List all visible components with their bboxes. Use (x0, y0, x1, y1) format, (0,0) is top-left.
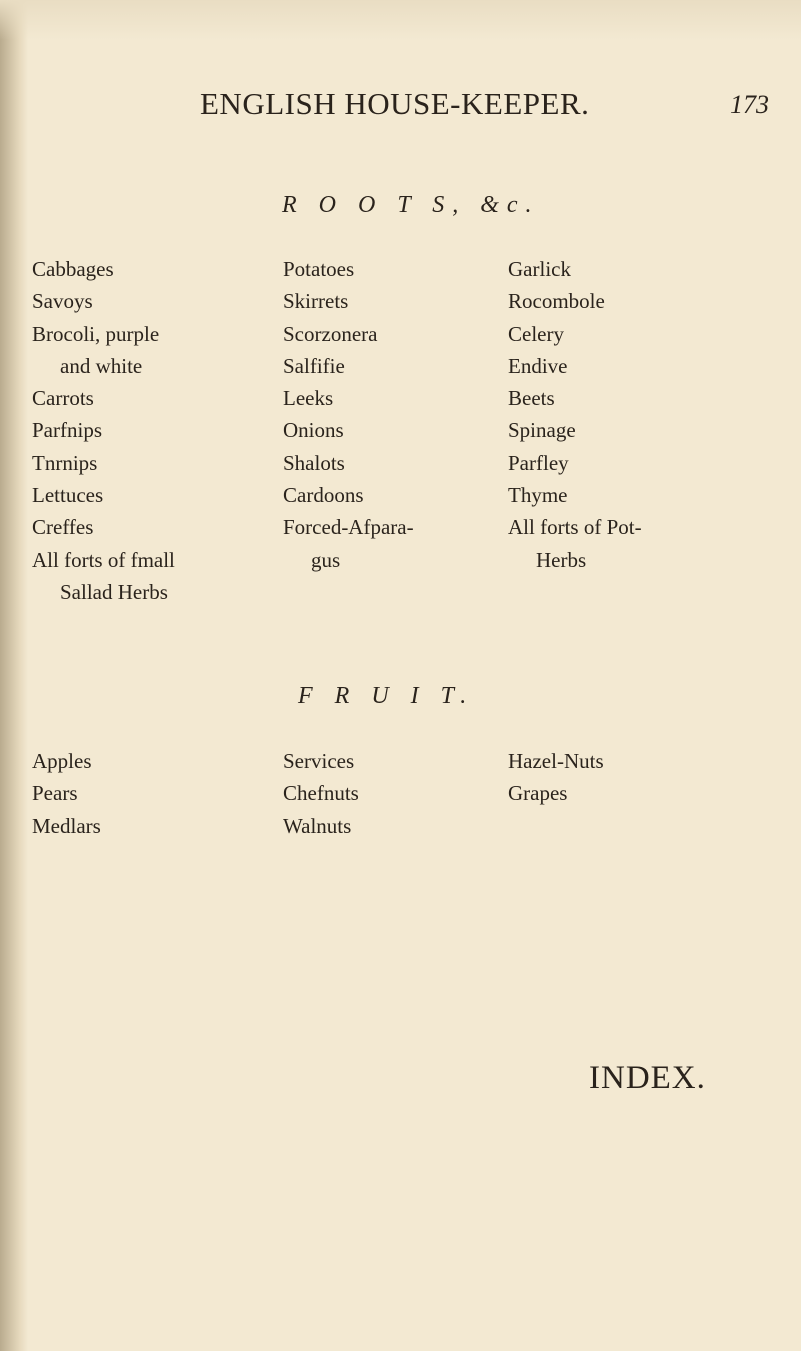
list-item: Pears (32, 781, 78, 806)
list-item: Forced-Afpara- (283, 515, 414, 540)
list-item: Hazel-Nuts (508, 749, 604, 773)
list-item: Medlars (32, 813, 101, 838)
running-head: ENGLISH HOUSE-KEEPER. (200, 86, 590, 121)
list-item: Sallad Herbs (60, 579, 168, 604)
list-item: Walnuts (283, 813, 352, 838)
list-item: All forts of fmall (32, 547, 175, 572)
list-item: Garlick (508, 257, 571, 281)
list-item: Skirrets (283, 289, 349, 314)
list-item: All forts of Pot- (508, 515, 642, 540)
roots-column-3 (508, 253, 642, 576)
list-item: gus (311, 547, 341, 572)
catchword: INDEX. (589, 1060, 706, 1096)
list-item: Salfifie (283, 353, 345, 378)
fruit-column-2 (283, 745, 359, 842)
list-item: Chefnuts (283, 781, 359, 806)
fruit-column-3 (508, 745, 604, 810)
list-item: Herbs (536, 547, 587, 572)
list-item: Parfnips (32, 418, 102, 443)
list-item: Rocombole (508, 289, 605, 314)
list-item: Apples (32, 749, 92, 773)
list-item: Savoys (32, 289, 93, 314)
list-item: Grapes (508, 781, 568, 806)
list-item: Brocoli, purple (32, 321, 160, 346)
list-item: Onions (283, 418, 344, 443)
list-item: Parfley (508, 450, 569, 475)
list-item: Creffes (32, 515, 94, 540)
list-item: Endive (508, 353, 568, 378)
list-item: Carrots (32, 386, 94, 411)
list-item: Lettuces (32, 483, 104, 508)
fruit-heading: F R U I T. (298, 683, 475, 709)
list-item: Leeks (283, 386, 334, 411)
list-item: Spinage (508, 418, 576, 443)
list-item: Thyme (508, 483, 568, 508)
list-item: Cardoons (283, 483, 364, 508)
list-item: Scorzonera (283, 321, 378, 346)
list-item: Services (283, 749, 355, 773)
list-item: and white (60, 353, 143, 378)
list-item: Tnrnips (32, 450, 98, 475)
list-item: Shalots (283, 450, 345, 475)
list-item: Cabbages (32, 257, 114, 281)
roots-column-2 (283, 253, 414, 576)
list-item: Celery (508, 321, 564, 346)
list-item: Beets (508, 386, 555, 411)
page-edge-shadow (0, 0, 28, 1351)
list-item: Potatoes (283, 257, 355, 281)
page-number: 173 (730, 90, 769, 119)
page-top-shadow (0, 0, 801, 40)
roots-column-1 (32, 253, 175, 608)
fruit-column-1 (32, 745, 101, 842)
roots-heading: R O O T S, &c. (282, 192, 540, 218)
